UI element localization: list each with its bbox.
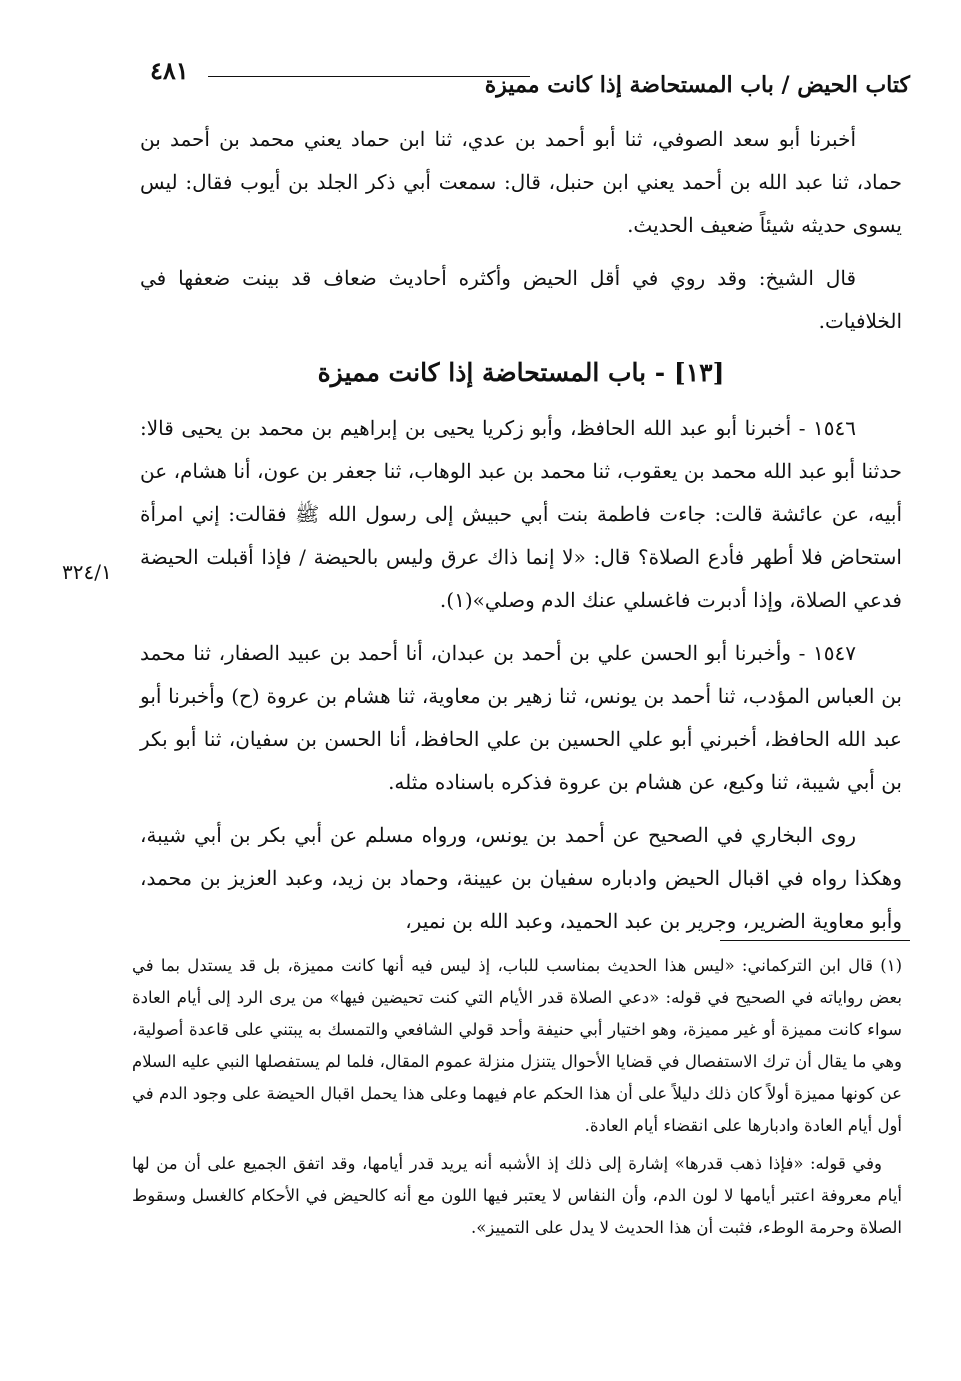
footnotes xyxy=(132,950,902,1250)
chapter-heading: [١٣] - باب المستحاضة إذا كانت مميزة xyxy=(317,358,725,387)
header-rule xyxy=(208,76,530,77)
paragraph: أخبرنا أبو سعد الصوفي، ثنا أبو أحمد بن عدي، ثنا ابن حماد يعني محمد بن أحمد بن حماد، ثنا عبد الله بن أحمد يعني ابن حنبل، قال: سمعت أبي ذكر الجلد بن أيوب فقال: ليس يسوى حديثه شيئاً ضعيف الحديث. xyxy=(140,127,902,237)
hadith-paragraph: ١٥٤٦ - أخبرنا أبو عبد الله الحافظ، وأبو زكريا يحيى بن إبراهيم بن محمد بن يحيى قالا: حدثنا أبو عبد الله محمد بن يعقوب، ثنا محمد بن عبد الوهاب، ثنا جعفر بن عون، أنا هشام، عن أبيه، عن عائشة قالت: جاءت فاطمة بنت أبي حبيش إلى رسول الله ﷺ فقالت: إني امرأة استحاض فلا أطهر فأدع الصلاة؟ قال: «لا إنما ذاك عرق وليس بالحيضة / فإذا أقبلت الحيضة فدعي الصلاة، وإذا أدبرت فاغسلي عنك الدم وصلي»(١). xyxy=(140,416,903,612)
paragraph: روى البخاري في الصحيح عن أحمد بن يونس، ورواه مسلم عن أبي بكر بن أبي شيبة، وهكذا رواه في اقبال الحيض وادباره سفيان بن عيينة، وحماد بن زيد، وعبد العزيز بن محمد، وأبو معاوية الضرير، وجرير بن عبد الحميد، وعبد الله بن نمير، xyxy=(140,823,902,933)
page-number: ٤٨١ xyxy=(150,56,189,85)
running-title: كتاب الحيض / باب المستحاضة إذا كانت مميزة xyxy=(484,72,910,98)
footnote: (١) قال ابن التركماني: «ليس هذا الحديث بمناسب للباب، إذ ليس فيه أنها كانت مميزة، بل قد يستدل بما في بعض رواياته في الصحيح في قوله: «دعي الصلاة قدر الأيام التي كنت تحيضين فيها» من يرى الرد إلى أيام العادة سواء كانت مميزة أو غير مميزة، وهو اختيار أبي حنيفة وأحد قولي الشافعي والتمسك به يبتني على قاعدة أصولية، وهي ما يقال أن ترك الاستفصال في قضايا الأحوال يتنزل منزلة عموم المقال، فلما لم يستفصلها النبي عليه السلام عن كونها مميزة أولاً كان ذلك دليلاً على أن هذا الحكم عام فيهما وعلى هذا يحمل اقبال الحيضة على وجود الدم في أول أيام العادة وادبارها على انقضاء أيام العادة. xyxy=(132,956,902,1135)
page-header xyxy=(150,56,910,104)
paragraph: قال الشيخ: وقد روي في أقل الحيض وأكثره أحاديث ضعاف قد بينت ضعفها في الخلافيات. xyxy=(140,266,902,333)
footnote-rule xyxy=(720,940,910,941)
footnote-continuation: وفي قوله: «فإذا ذهب قدرها» إشارة إلى ذلك إذ الأشبه أنه يريد قدر أيامها، وقد اتفق الجميع على أن من لها أيام معروفة اعتبر أيامها لا لون الدم، وأن النفاس لا يعتبر فيها اللون مع أنه كالحيض في الأحكام كالغسل وسقوط الصلاة وحرمة الوطء، فثبت أن هذا الحديث لا يدل على التمييز». xyxy=(132,1154,902,1237)
main-text xyxy=(140,118,902,953)
margin-volume-reference: ٣٢٤/١ xyxy=(62,560,112,584)
hadith-paragraph: ١٥٤٧ - وأخبرنا أبو الحسن علي بن أحمد بن عبدان، أنا أحمد بن عبيد الصفار، ثنا محمد بن العباس المؤدب، ثنا أحمد بن يونس، ثنا زهير بن معاوية، ثنا هشام بن عروة (ح) وأخبرنا أبو عبد الله الحافظ، أخبرني أبو علي الحسين بن علي الحافظ، أنا الحسن بن سفيان، ثنا أبو بكر بن أبي شيبة، ثنا وكيع، عن هشام بن عروة فذكره باسناده مثله. xyxy=(140,641,902,794)
